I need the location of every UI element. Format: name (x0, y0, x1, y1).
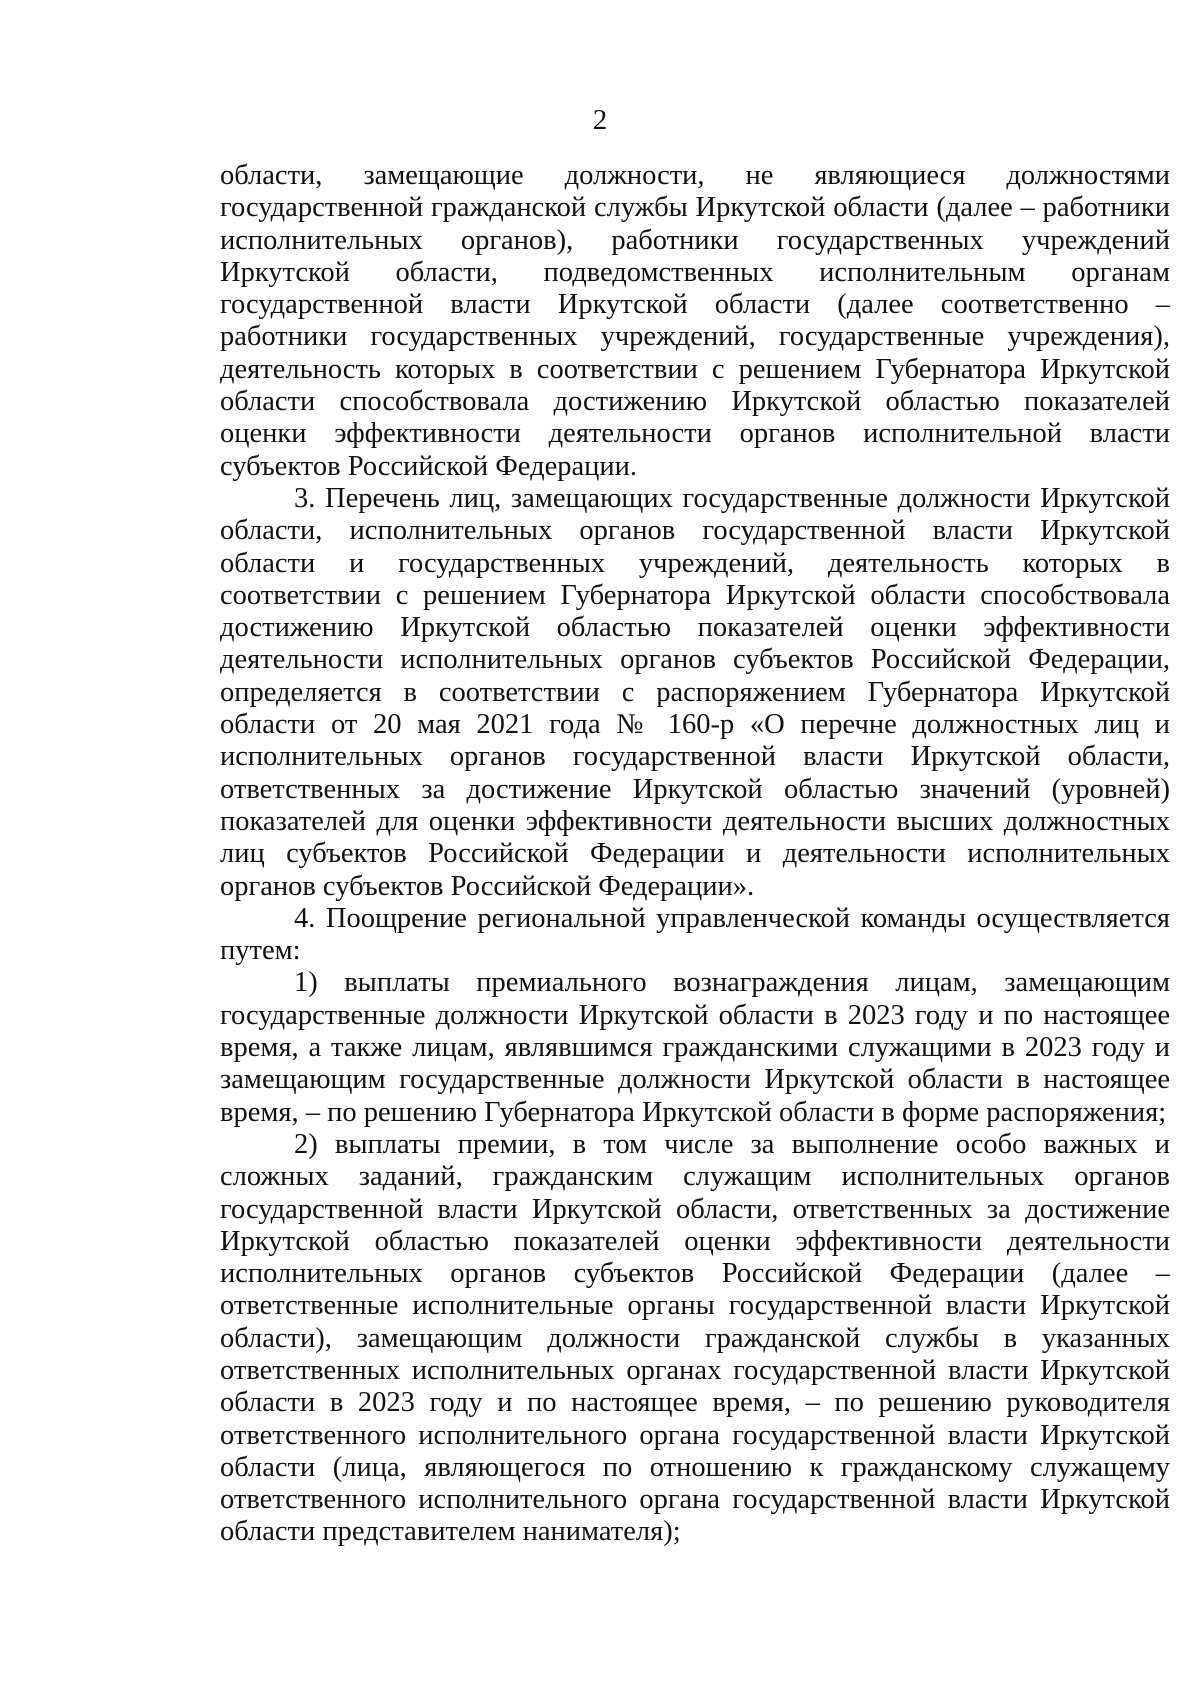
paragraph-continuation: области, замещающие должности, не являющиеся должностями государственной гражданской службы Иркутской области (далее – работники исполнительных органов), работники государственных учреждений Иркутской области, подведомственных исполнительным органам государственной власти Иркутской области (далее соответственно – работники государственных учреждений, государственные учреждения), деятельность которых в соответствии с решением Губернатора Иркутской области способствовала достижению Иркутской областью показателей оценки эффективности деятельности органов исполнительной власти субъектов Российской Федерации. (220, 160, 1170, 482)
paragraph-item-4: 4. Поощрение региональной управленческой команды осуществляется путем: (220, 902, 1170, 967)
paragraph-subitem-1: 1) выплаты премиального вознаграждения лицам, замещающим государственные должности Иркутской области в 2023 году и по настоящее время, а также лицам, являвшимся гражданскими служащими в 2023 году и замещающим государственные должности Иркутской области в настоящее время, – по решению Губернатора Иркутской области в форме распоряжения; (220, 967, 1170, 1128)
paragraph-subitem-2: 2) выплаты премии, в том числе за выполнение особо важных и сложных заданий, гражданским служащим исполнительных органов государственной власти Иркутской области, ответственных за достижение Иркутской областью показателей оценки эффективности деятельности исполнительных органов субъектов Российской Федерации (далее – ответственные исполнительные органы государственной власти Иркутской области), замещающим должности гражданской службы в указанных ответственных исполнительных органах государственной власти Иркутской области в 2023 году и по настоящее время, – по решению руководителя ответственного исполнительного органа государственной власти Иркутской области (лица, являющегося по отношению к гражданскому служащему ответственного исполнительного органа государственной власти Иркутской области представителем нанимателя); (220, 1128, 1170, 1548)
document-body (220, 160, 1170, 1549)
paragraph-item-3: 3. Перечень лиц, замещающих государственные должности Иркутской области, исполнительных органов государственной власти Иркутской области и государственных учреждений, деятельность которых в соответствии с решением Губернатора Иркутской области способствовала достижению Иркутской областью показателей оценки эффективности деятельности исполнительных органов субъектов Российской Федерации, определяется в соответствии с распоряжением Губернатора Иркутской области от 20 мая 2021 года № 160-р «О перечне должностных лиц и исполнительных органов государственной власти Иркутской области, ответственных за достижение Иркутской областью значений (уровней) показателей для оценки эффективности деятельности высших должностных лиц субъектов Российской Федерации и деятельности исполнительных органов субъектов Российской Федерации». (220, 482, 1170, 902)
page-number: 2 (592, 104, 608, 136)
